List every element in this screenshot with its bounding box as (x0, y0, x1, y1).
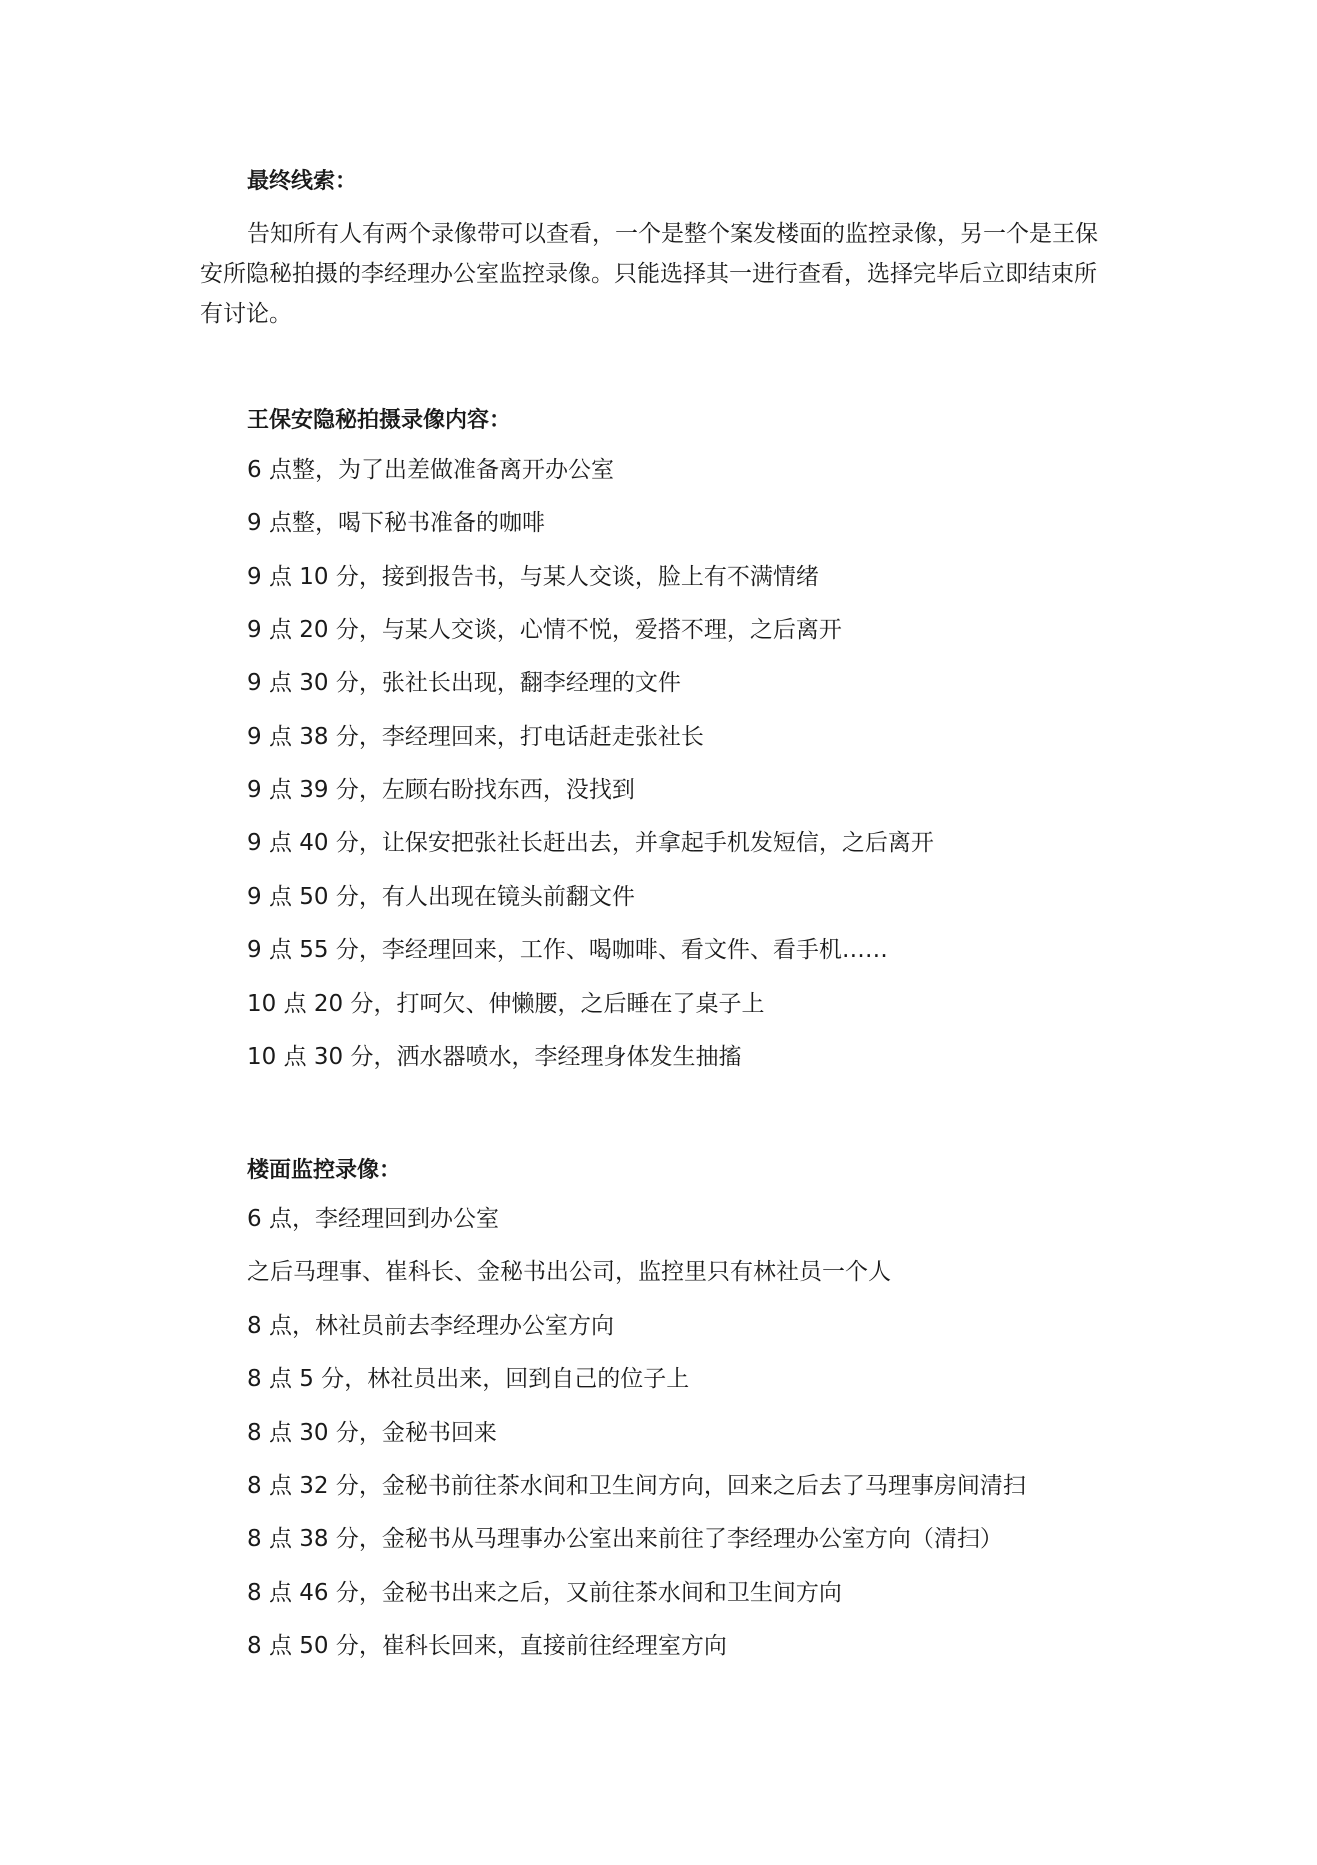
list-item: 8 点，林社员前去李经理办公室方向 (247, 1313, 614, 1339)
paragraph-line: 安所隐秘拍摄的李经理办公室监控录像。只能选择其一进行查看，选择完毕后立即结束所 (200, 261, 1097, 287)
list-item: 9 点整，喝下秘书准备的咖啡 (247, 510, 545, 536)
list-item: 8 点 46 分，金秘书出来之后，又前往茶水间和卫生间方向 (247, 1580, 842, 1606)
list-item: 9 点 50 分，有人出现在镜头前翻文件 (247, 884, 635, 910)
list-item: 9 点 30 分，张社长出现，翻李经理的文件 (247, 670, 681, 696)
paragraph-line: 有讨论。 (200, 301, 292, 327)
security-footage-heading: 王保安隐秘拍摄录像内容： (247, 408, 512, 433)
list-item: 6 点，李经理回到办公室 (247, 1206, 499, 1232)
list-item: 9 点 10 分，接到报告书，与某人交谈，脸上有不满情绪 (247, 564, 819, 590)
list-item: 9 点 55 分，李经理回来，工作、喝咖啡、看文件、看手机…… (247, 937, 888, 963)
list-item: 9 点 39 分，左顾右盼找东西，没找到 (247, 777, 635, 803)
list-item: 8 点 32 分，金秘书前往茶水间和卫生间方向，回来之后去了马理事房间清扫 (247, 1473, 1026, 1499)
list-item: 9 点 40 分，让保安把张社长赶出去，并拿起手机发短信，之后离开 (247, 830, 934, 856)
final-clues-paragraph (200, 214, 1120, 334)
paragraph-line: 告知所有人有两个录像带可以查看，一个是整个案发楼面的监控录像，另一个是王保 (247, 221, 1098, 247)
list-item: 10 点 30 分，洒水器喷水，李经理身体发生抽搐 (247, 1044, 742, 1070)
list-item: 8 点 30 分，金秘书回来 (247, 1420, 497, 1446)
list-item: 8 点 5 分，林社员出来，回到自己的位子上 (247, 1366, 690, 1392)
list-item: 10 点 20 分，打呵欠、伸懒腰，之后睡在了桌子上 (247, 991, 765, 1017)
list-item: 9 点 38 分，李经理回来，打电话赶走张社长 (247, 724, 704, 750)
list-item: 6 点整，为了出差做准备离开办公室 (247, 457, 614, 483)
list-item: 9 点 20 分，与某人交谈，心情不悦，爱搭不理，之后离开 (247, 617, 842, 643)
list-item: 8 点 38 分，金秘书从马理事办公室出来前往了李经理办公室方向（清扫） (247, 1526, 1003, 1552)
list-item: 之后马理事、崔科长、金秘书出公司，监控里只有林社员一个人 (247, 1259, 891, 1285)
floor-footage-heading: 楼面监控录像： (247, 1158, 402, 1183)
list-item: 8 点 50 分，崔科长回来，直接前往经理室方向 (247, 1633, 727, 1659)
final-clues-heading: 最终线索： (247, 169, 358, 194)
